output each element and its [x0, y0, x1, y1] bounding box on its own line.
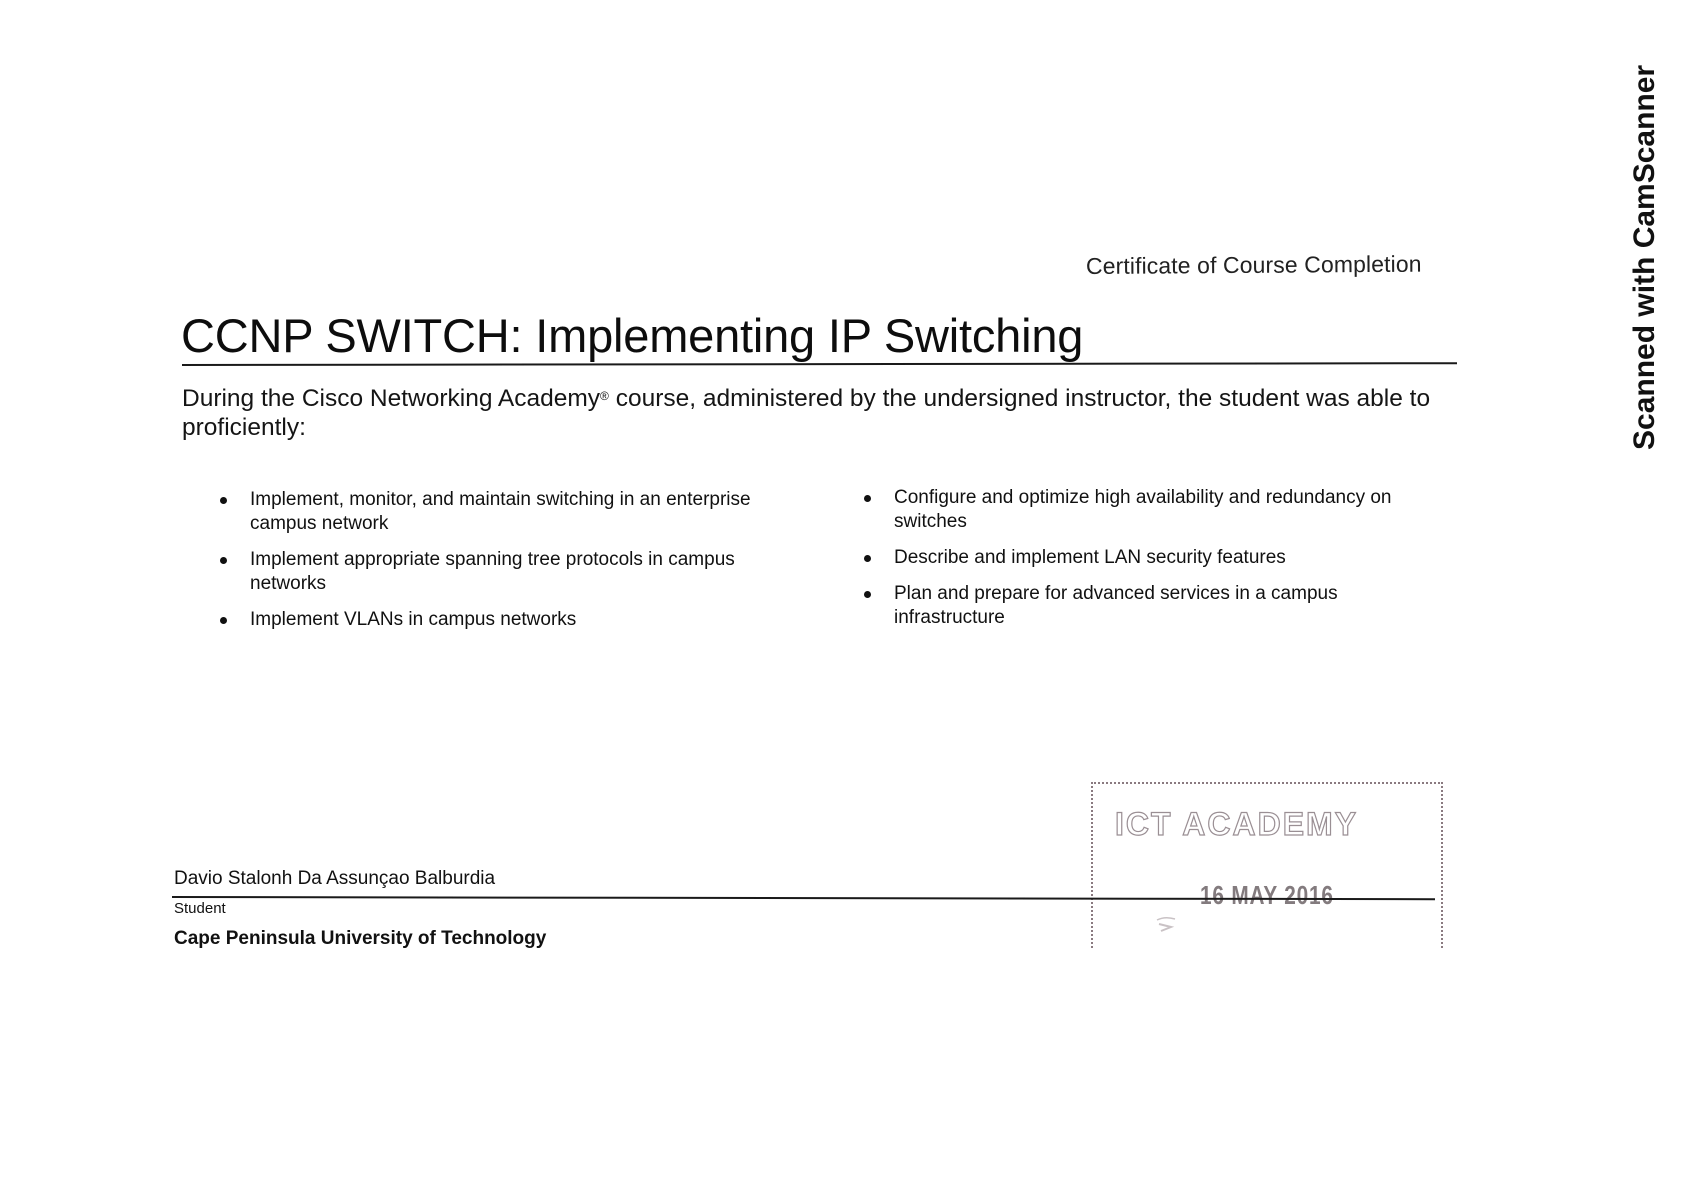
bullet-icon — [864, 555, 871, 562]
stamp-date: 16 MAY 2016 — [1200, 880, 1334, 910]
scanner-watermark: Scanned with CamScanner — [1628, 64, 1661, 450]
objective-text: Plan and prepare for advanced services in a campus infrastructure — [894, 583, 1338, 628]
intro-text-end: course, administered by the undersigned instructor, the student was able to proficiently: — [182, 385, 1431, 441]
objective-item — [220, 488, 780, 536]
intro-text-start: During the Cisco Networking Academy — [182, 385, 601, 412]
stamp-title: ICT ACADEMY — [1115, 806, 1359, 842]
objective-text: Implement VLANs in campus networks — [250, 609, 577, 630]
bullet-icon — [864, 591, 871, 598]
bullet-icon — [220, 617, 227, 624]
student-label: Student — [174, 900, 226, 917]
course-title: CCNP SWITCH: Implementing IP Switching — [181, 309, 1084, 362]
academy-stamp — [1091, 782, 1443, 948]
bullet-icon — [220, 497, 227, 504]
institution-name: Cape Peninsula University of Technology — [174, 928, 547, 949]
bullet-icon — [220, 557, 227, 564]
objective-item — [864, 546, 1444, 570]
student-name: Davio Stalonh Da Assunçao Balburdia — [174, 868, 496, 889]
objectives-list-left — [220, 488, 780, 644]
registered-mark: ® — [600, 389, 609, 403]
objective-text: Implement appropriate spanning tree protocols in campus networks — [250, 549, 735, 594]
objective-text: Describe and implement LAN security features — [894, 547, 1286, 568]
objective-item — [864, 486, 1444, 534]
objective-item — [864, 582, 1444, 630]
signature-mark-icon — [1155, 914, 1179, 934]
objectives-list-right — [864, 486, 1444, 642]
objective-text: Implement, monitor, and maintain switching in an enterprise campus network — [250, 489, 751, 534]
objective-text: Configure and optimize high availability and redundancy on switches — [894, 487, 1392, 532]
bullet-icon — [864, 495, 871, 502]
certificate-type-heading: Certificate of Course Completion — [1085, 250, 1422, 279]
title-divider — [182, 362, 1457, 366]
intro-paragraph — [182, 384, 1442, 442]
objective-item — [220, 548, 780, 596]
objective-item — [220, 608, 780, 632]
